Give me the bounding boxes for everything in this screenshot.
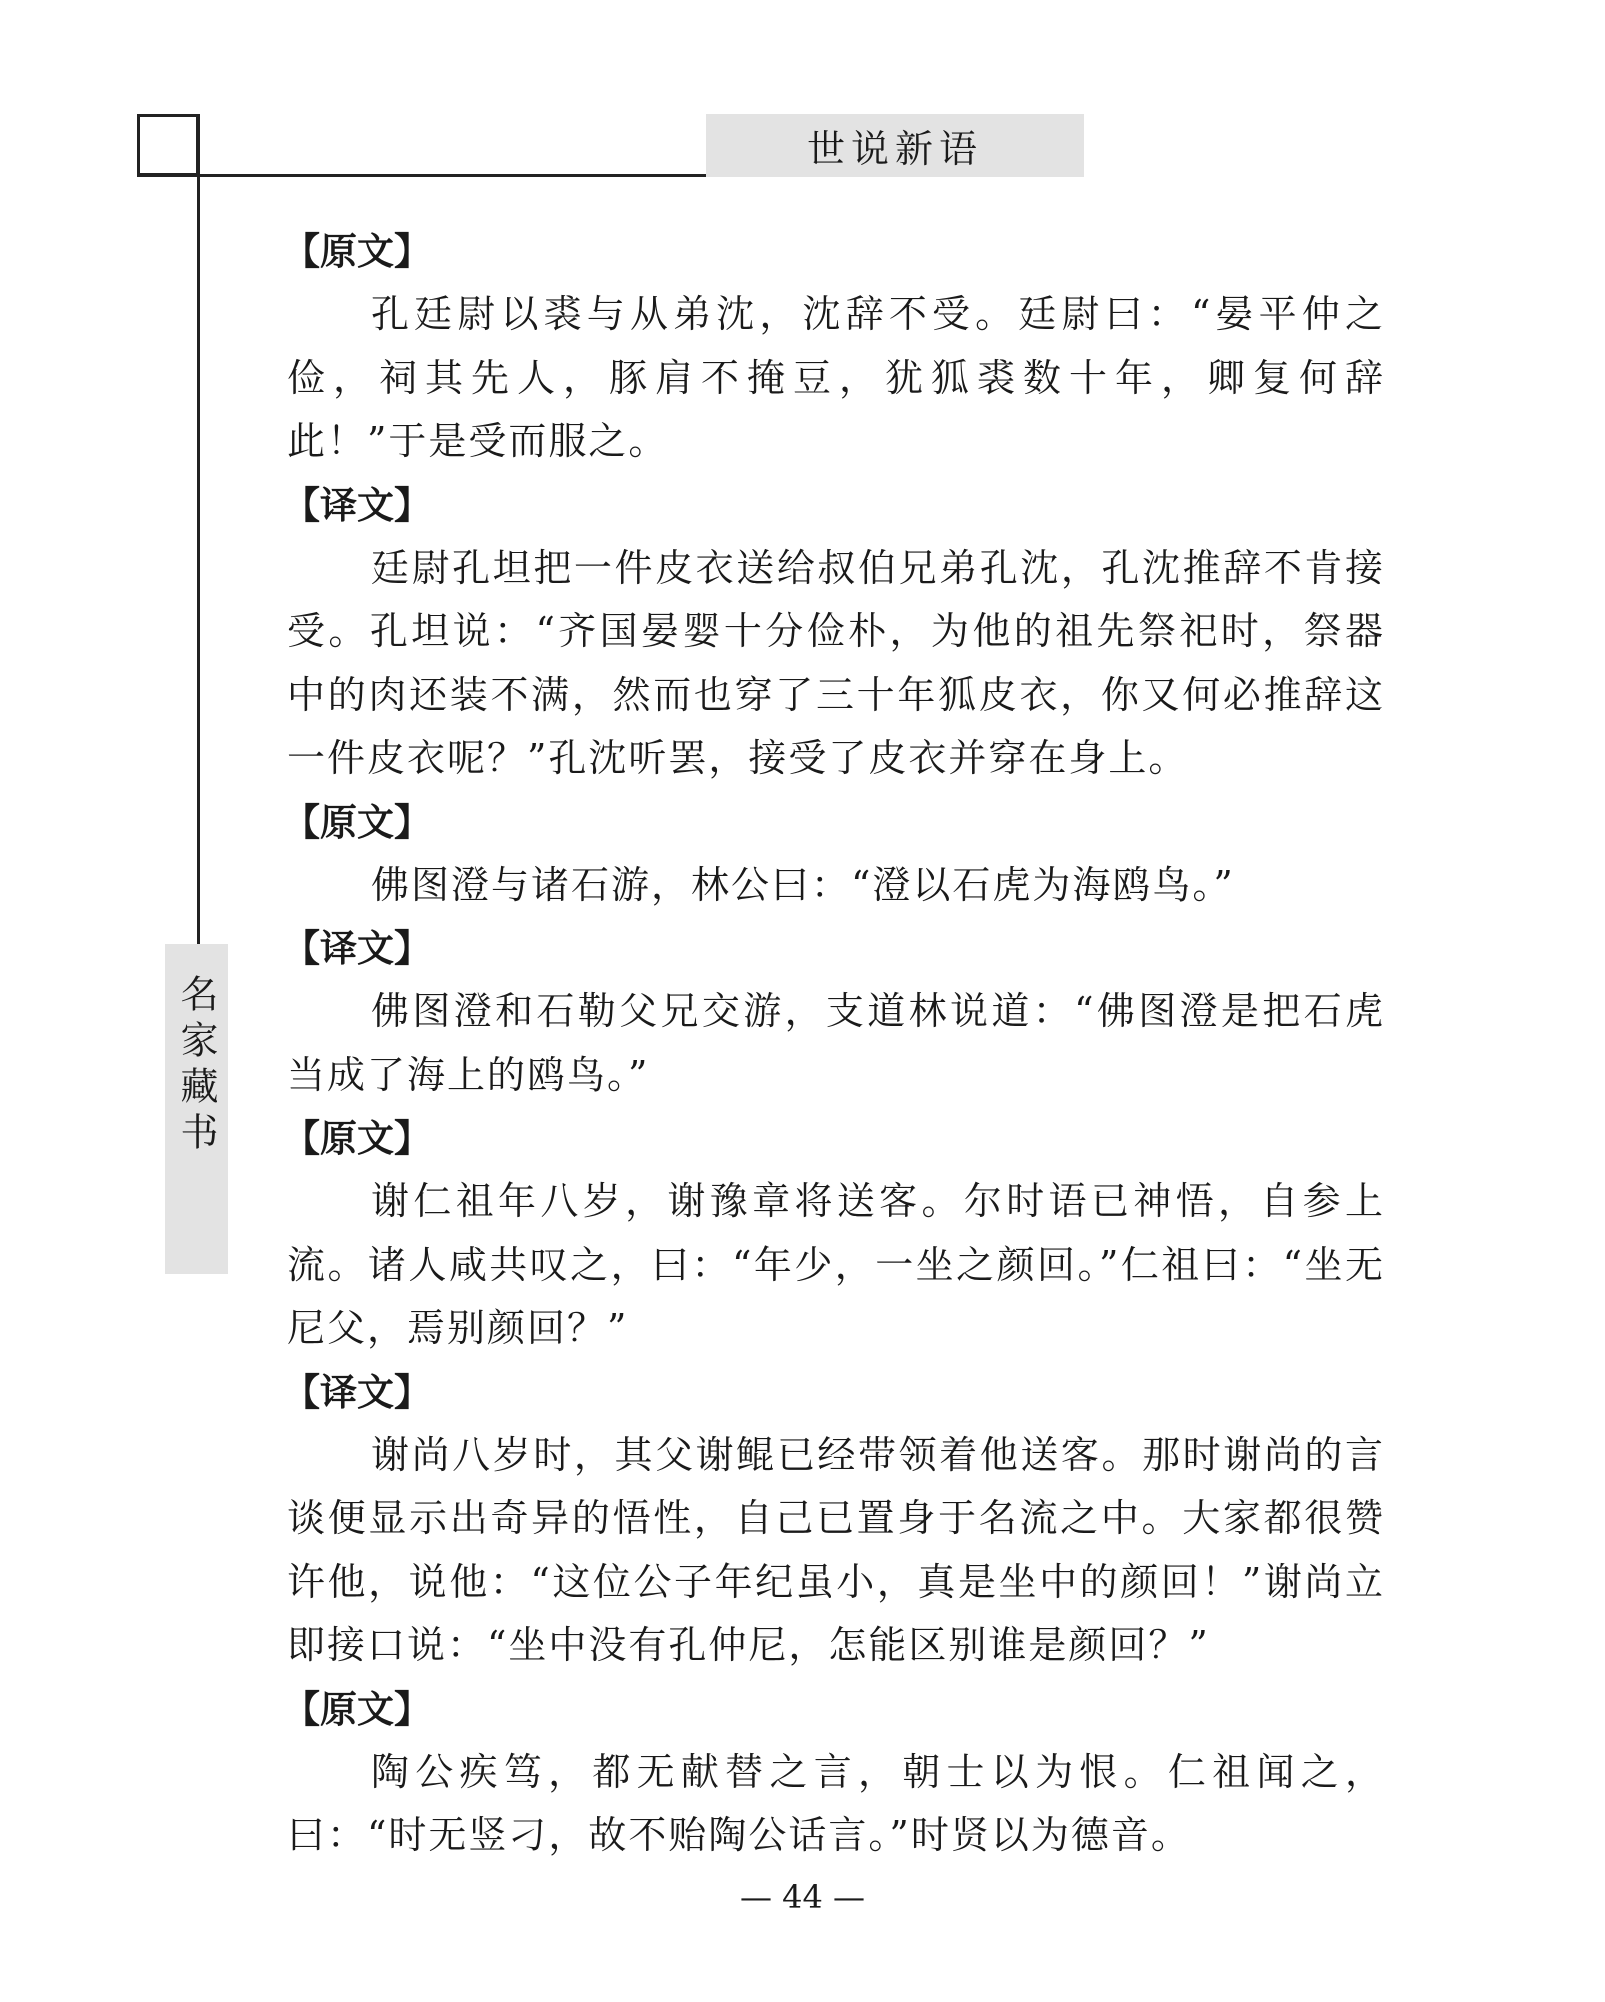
- section-heading: 【译文】: [283, 927, 431, 970]
- section-text: 谢仁祖年八岁，谢豫章将送客。尔时语已神悟，自参上流。诸人咸共叹之，曰：“年少，一坐之颜回。”仁祖曰：“坐无尼父，焉别颜回？”: [287, 1179, 1385, 1350]
- header-rule: [137, 174, 707, 177]
- corner-frame-box: [137, 114, 199, 176]
- section-text: 谢尚八岁时，其父谢鲲已经带领着他送客。那时谢尚的言谈便显示出奇异的悟性，自己已置身于名流之中。大家都很赞许他，说他：“这位公子年纪虽小，真是坐中的颜回！”谢尚立即接口说：“坐中没有孔仲尼，怎能区别谁是颜回？”: [287, 1432, 1385, 1667]
- book-title: 世说新语: [806, 127, 983, 171]
- section-text: 陶公疾笃，都无献替之言，朝士以为恨。仁祖闻之，曰：“时无竖刁，故不贻陶公话言。”时贤以为德音。: [287, 1749, 1385, 1857]
- page-body: [283, 220, 1385, 1868]
- section-text: 廷尉孔坦把一件皮衣送给叔伯兄弟孔沈，孔沈推辞不肯接受。孔坦说：“齐国晏婴十分俭朴，为他的祖先祭祀时，祭器中的肉还装不满，然而也穿了三十年狐皮衣，你又何必推辞这一件皮衣呢？”孔沈听罢，接受了皮衣并穿在身上。: [287, 545, 1385, 780]
- section-heading: 【原文】: [283, 1687, 431, 1731]
- page-number: — 44 —: [739, 1878, 866, 1916]
- section-text: 佛图澄和石勒父兄交游，支道林说道：“佛图澄是把石虎当成了海上的鸥鸟。”: [287, 989, 1385, 1097]
- section-heading: 【原文】: [283, 1117, 431, 1160]
- margin-rule: [197, 114, 200, 944]
- section-heading: 【原文】: [283, 800, 431, 844]
- running-header: [706, 114, 1084, 177]
- section-heading: 【原文】: [283, 230, 431, 273]
- section-text: 佛图澄与诸石游，林公曰：“澄以石虎为海鸥鸟。”: [371, 862, 1235, 907]
- section-heading: 【译文】: [283, 1370, 431, 1414]
- side-tab: [165, 944, 228, 1274]
- section-text: 孔廷尉以裘与从弟沈，沈辞不受。廷尉曰：“晏平仲之俭，祠其先人，豚肩不掩豆，犹狐裘数十年，卿复何辞此！”于是受而服之。: [287, 292, 1385, 463]
- series-label: 名家藏书: [174, 974, 218, 1158]
- section-heading: 【译文】: [283, 483, 431, 527]
